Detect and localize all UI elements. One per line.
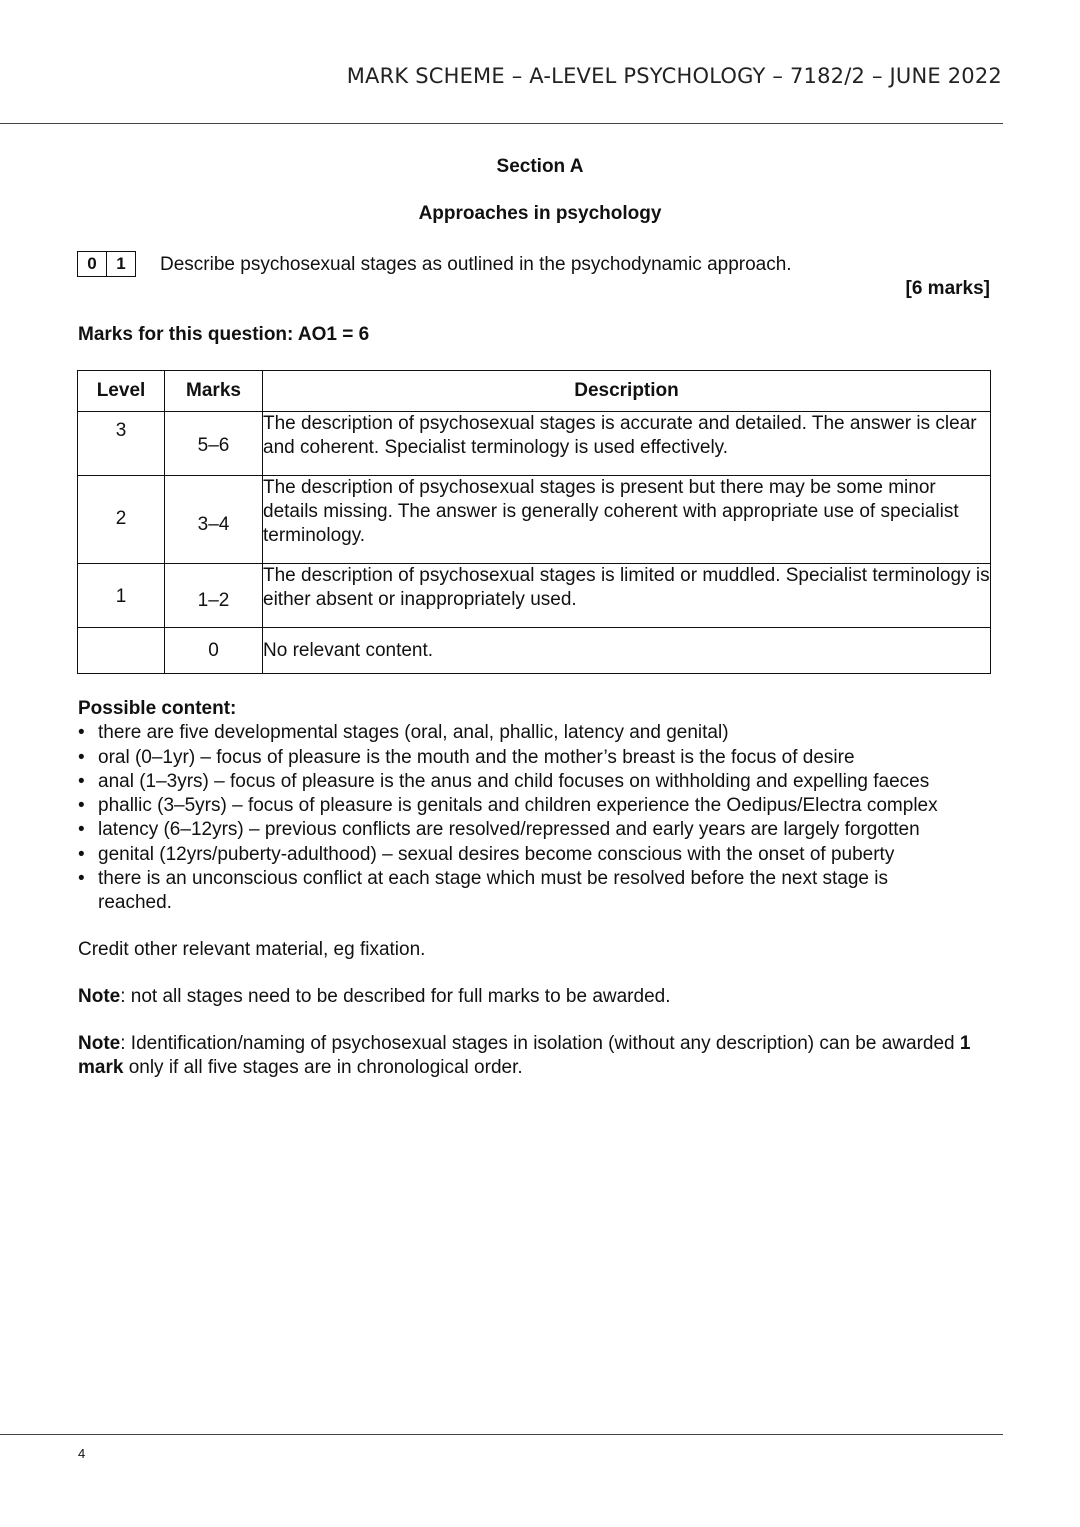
section-title: Section A — [496, 156, 584, 177]
note-text: : not all stages need to be described for full marks to be awarded. — [120, 986, 671, 1007]
table-row — [78, 628, 991, 674]
marks-cell: 1–2 — [165, 564, 263, 628]
possible-content — [78, 697, 1008, 916]
marks-header: Marks — [165, 371, 263, 412]
note-label: Note — [78, 1033, 121, 1054]
level-cell: 1 — [78, 564, 165, 628]
section-subtitle: Approaches in psychology — [418, 203, 662, 224]
table-row — [78, 476, 991, 564]
list-item: • there is an unconscious conflict at each stage which must be resolved before the next stage is reached. — [78, 867, 938, 916]
note-stages — [78, 985, 1008, 1009]
question-number-digit: 0 — [87, 254, 97, 273]
level-cell: 3 — [78, 412, 165, 476]
description-cell: The description of psychosexual stages is present but there may be some minor details missing. The answer is generally coherent with appropriate use of specialist terminology. — [263, 476, 991, 564]
possible-content-list — [78, 721, 1008, 915]
marks-cell: 5–6 — [165, 412, 263, 476]
description-header: Description — [263, 371, 991, 412]
marks-cell: 3–4 — [165, 476, 263, 564]
note-text: : Identification/naming of psychosexual stages in isolation (without any description) can be awarded — [120, 1033, 960, 1054]
page-number: 4 — [78, 1446, 86, 1461]
description-cell: The description of psychosexual stages is accurate and detailed. The answer is clear and coherent. Specialist terminology is used effectively. — [263, 412, 991, 476]
header-rule — [0, 123, 1003, 124]
list-item: • anal (1–3yrs) – focus of pleasure is the anus and child focuses on withholding and expelling faeces — [78, 770, 1008, 794]
credit-line: Credit other relevant material, eg fixation. — [78, 939, 426, 960]
possible-content-heading: Possible content: — [78, 698, 237, 719]
list-item: • oral (0–1yr) – focus of pleasure is the mouth and the mother’s breast is the focus of desire — [78, 746, 1008, 770]
list-item: • latency (6–12yrs) – previous conflicts are resolved/repressed and early years are largely forgotten — [78, 818, 1008, 842]
question-number-digit: 1 — [106, 252, 135, 276]
ao-marks-line: Marks for this question: AO1 = 6 — [78, 324, 370, 345]
table-row — [78, 412, 991, 476]
note-label: Note — [78, 986, 121, 1007]
list-item: • there are five developmental stages (oral, anal, phallic, latency and genital) — [78, 721, 1008, 745]
description-cell: No relevant content. — [263, 628, 991, 674]
list-item: • phallic (3–5yrs) – focus of pleasure is genitals and children experience the Oedipus/Electra complex — [78, 794, 1008, 818]
level-cell — [78, 628, 165, 674]
note-identification — [78, 1032, 1013, 1080]
note-tail: only if all five stages are in chronological order. — [123, 1057, 523, 1078]
question-text: Describe psychosexual stages as outlined in the psychodynamic approach. — [160, 254, 792, 275]
level-cell: 2 — [78, 476, 165, 564]
note-bold-mark: 1 mark — [78, 1033, 971, 1078]
list-item: • genital (12yrs/puberty-adulthood) – sexual desires become conscious with the onset of puberty — [78, 843, 1008, 867]
level-header: Level — [78, 371, 165, 412]
table-row — [78, 564, 991, 628]
levels-table — [77, 370, 991, 674]
question-number-box — [77, 251, 136, 277]
table-header-row — [78, 371, 991, 412]
description-cell: The description of psychosexual stages is limited or muddled. Specialist terminology is either absent or inappropriately used. — [263, 564, 991, 628]
header-title: MARK SCHEME – A-LEVEL PSYCHOLOGY – 7182/2 – JUNE 2022 — [346, 64, 1002, 88]
marks-cell: 0 — [165, 628, 263, 674]
footer-rule — [0, 1434, 1003, 1435]
question-marks: [6 marks] — [905, 278, 990, 299]
